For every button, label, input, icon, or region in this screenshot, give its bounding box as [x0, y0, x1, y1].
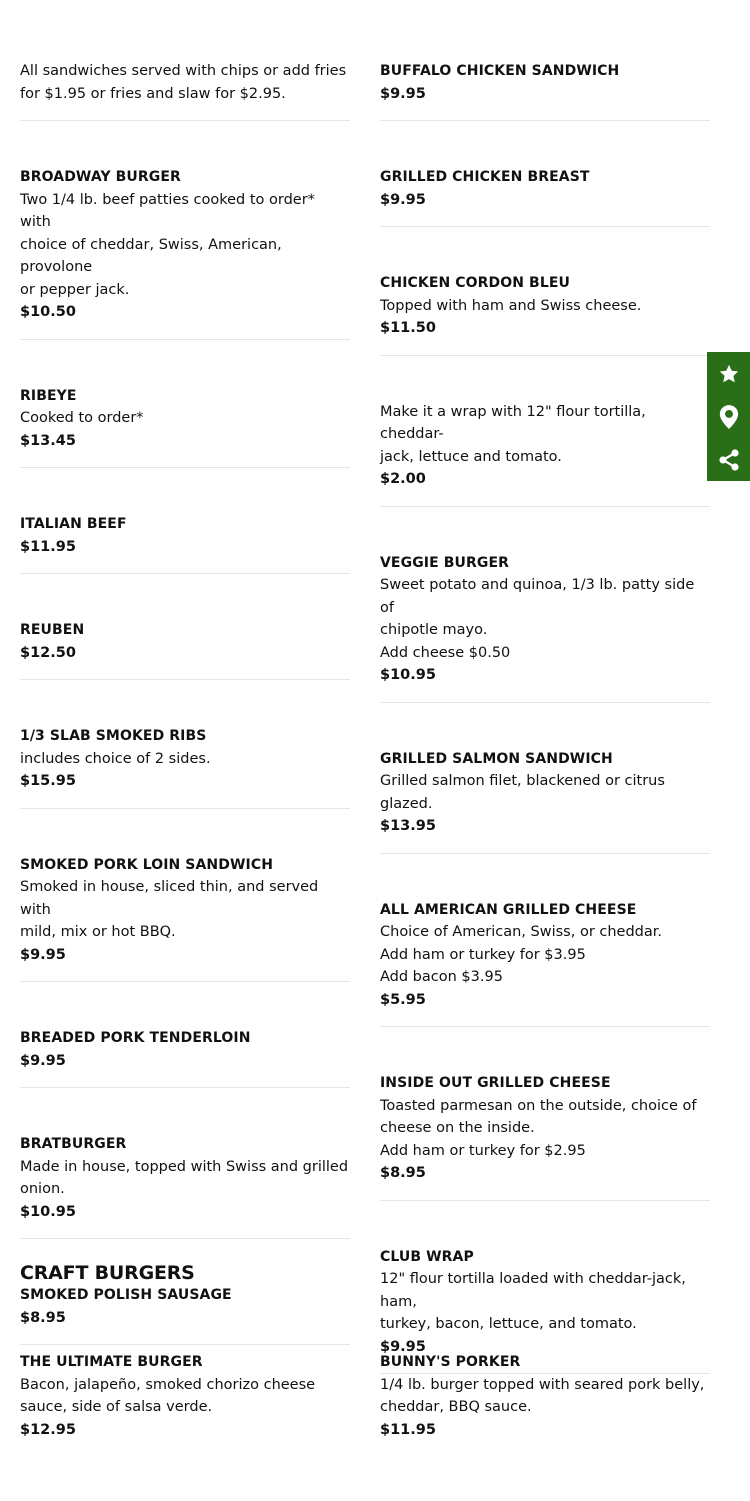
- item-price: $11.50: [380, 320, 436, 336]
- item-name: ITALIAN BEEF: [20, 516, 127, 532]
- item-description: Add ham or turkey for $3.95: [380, 946, 586, 963]
- item-description: Smoked in house, sliced thin, and served with: [20, 879, 319, 918]
- menu-item: [380, 1351, 710, 1456]
- item-description: Grilled salmon filet, blackened or citrus glazed.: [380, 773, 665, 812]
- share-button[interactable]: [707, 438, 750, 481]
- menu-item: [380, 748, 710, 854]
- item-description: cheddar, BBQ sauce.: [380, 1399, 532, 1415]
- menu-item: [20, 619, 350, 680]
- item-price: $9.95: [20, 1052, 66, 1069]
- item-price: $12.50: [20, 644, 76, 661]
- item-price: $2.00: [380, 471, 426, 487]
- item-name: RIBEYE: [20, 387, 77, 404]
- item-price: $9.95: [380, 1338, 426, 1355]
- item-description: Choice of American, Swiss, or cheddar.: [380, 924, 662, 940]
- item-description: choice of cheddar, Swiss, American, provolone: [20, 236, 282, 275]
- item-description: Add cheese $0.50: [380, 644, 511, 661]
- item-description: Add bacon $3.95: [380, 969, 503, 985]
- menu-item: [380, 1072, 710, 1201]
- item-description: Add ham or turkey for $2.95: [380, 1142, 586, 1159]
- location-pin-icon: [718, 404, 740, 430]
- item-name: BRATBURGER: [20, 1136, 127, 1152]
- item-description: for $1.95 or fries and slaw for $2.95.: [20, 85, 286, 102]
- item-price: $10.50: [20, 304, 76, 320]
- item-name: SMOKED PORK LOIN SANDWICH: [20, 856, 274, 873]
- menu-item: [20, 166, 350, 340]
- item-description: All sandwiches served with chips or add fries: [20, 63, 347, 79]
- section-title: CRAFT BURGERS: [20, 1262, 195, 1284]
- item-name: CLUB WRAP: [380, 1248, 474, 1265]
- item-price: $8.95: [20, 1309, 66, 1326]
- item-price: $9.95: [380, 191, 426, 208]
- item-description: Two 1/4 lb. beef patties cooked to order* with: [20, 191, 315, 230]
- item-description: 12" flour tortilla loaded with cheddar-jack, ham,: [380, 1271, 686, 1310]
- item-price: $11.95: [20, 538, 76, 555]
- item-name: ALL AMERICAN GRILLED CHEESE: [380, 901, 637, 918]
- item-description: sauce, side of salsa verde.: [20, 1399, 213, 1415]
- share-icon: [717, 448, 741, 472]
- item-price: $10.95: [380, 667, 436, 683]
- menu-item: [20, 1284, 350, 1345]
- item-price: $8.95: [380, 1165, 426, 1181]
- menu-item: [20, 60, 350, 121]
- menu-item: [380, 401, 710, 507]
- item-price: $5.95: [380, 991, 426, 1008]
- item-description: Made in house, topped with Swiss and grilled: [20, 1158, 349, 1175]
- menu-item: [20, 1351, 350, 1456]
- menu-item: [20, 385, 350, 469]
- item-description: Cooked to order*: [20, 410, 144, 426]
- item-description: or pepper jack.: [20, 281, 130, 298]
- item-price: $9.95: [20, 946, 66, 963]
- item-description: Bacon, jalapeño, smoked chorizo cheese: [20, 1376, 316, 1393]
- item-description: Make it a wrap with 12" flour tortilla, cheddar-: [380, 403, 646, 442]
- item-name: 1/3 SLAB SMOKED RIBS: [20, 728, 207, 744]
- item-description: jack, lettuce and tomato.: [380, 448, 562, 465]
- item-name: BUNNY'S PORKER: [380, 1354, 521, 1370]
- burger-column-left: [20, 1351, 350, 1501]
- location-button[interactable]: [707, 395, 750, 438]
- item-price: $9.95: [380, 85, 426, 102]
- item-description: Sweet potato and quinoa, 1/3 lb. patty side of: [380, 577, 695, 616]
- item-name: THE ULTIMATE BURGER: [20, 1354, 203, 1370]
- menu-column-left: [20, 60, 350, 1390]
- menu-item: [380, 272, 710, 356]
- item-description: cheese on the inside.: [380, 1120, 535, 1136]
- item-price: $15.95: [20, 773, 76, 789]
- item-description: mild, mix or hot BBQ.: [20, 924, 176, 940]
- menu-item: [20, 725, 350, 809]
- item-name: SMOKED POLISH SAUSAGE: [20, 1287, 232, 1303]
- item-name: GRILLED SALMON SANDWICH: [380, 750, 613, 767]
- item-price: $12.95: [20, 1421, 76, 1438]
- burger-column-right: [380, 1351, 710, 1501]
- item-description: turkey, bacon, lettuce, and tomato.: [380, 1316, 637, 1332]
- item-description: onion.: [20, 1181, 65, 1197]
- menu-item: [380, 60, 710, 121]
- item-name: BUFFALO CHICKEN SANDWICH: [380, 63, 620, 79]
- item-price: $10.95: [20, 1203, 76, 1220]
- item-name: GRILLED CHICKEN BREAST: [380, 169, 590, 185]
- item-name: VEGGIE BURGER: [380, 554, 509, 571]
- item-description: chipotle mayo.: [380, 622, 488, 638]
- star-icon: [718, 363, 740, 385]
- item-description: Toasted parmesan on the outside, choice of: [380, 1097, 697, 1114]
- menu-item: [380, 552, 710, 703]
- item-price: $13.95: [380, 818, 436, 834]
- item-name: CHICKEN CORDON BLEU: [380, 275, 570, 291]
- menu-item: [20, 854, 350, 983]
- menu-item: [380, 166, 710, 227]
- item-price: $13.45: [20, 432, 76, 449]
- menu-item: [20, 513, 350, 574]
- side-action-bar: [707, 352, 750, 481]
- item-name: BROADWAY BURGER: [20, 169, 181, 185]
- menu-column-right: [380, 60, 710, 1419]
- item-name: BREADED PORK TENDERLOIN: [20, 1030, 251, 1046]
- item-description: Topped with ham and Swiss cheese.: [380, 297, 642, 314]
- menu-item: [20, 1027, 350, 1088]
- item-name: INSIDE OUT GRILLED CHEESE: [380, 1075, 611, 1091]
- item-description: includes choice of 2 sides.: [20, 750, 211, 767]
- favorite-button[interactable]: [707, 352, 750, 395]
- item-description: 1/4 lb. burger topped with seared pork belly,: [380, 1376, 705, 1393]
- menu-item: [20, 1133, 350, 1239]
- menu-item: [380, 899, 710, 1028]
- item-name: REUBEN: [20, 622, 85, 638]
- item-price: $11.95: [380, 1421, 436, 1438]
